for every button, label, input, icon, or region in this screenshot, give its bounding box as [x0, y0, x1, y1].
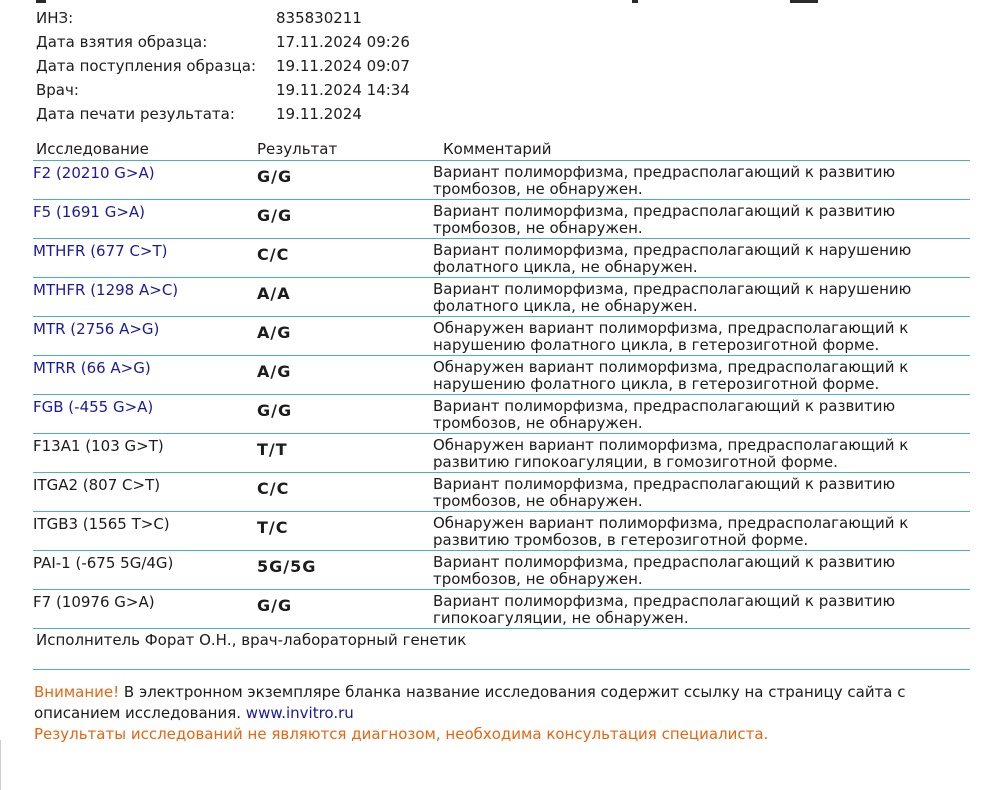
table-row: [33, 397, 970, 435]
comment-line: Вариант полиморфизма, предрасполагающий к развитию: [433, 397, 896, 415]
info-value: 19.11.2024 14:34: [276, 81, 410, 99]
table-header: [36, 139, 970, 161]
table-row: [33, 163, 970, 201]
row-divider: [33, 550, 970, 551]
comment-cell: [433, 281, 953, 315]
comment-line: Вариант полиморфизма, предрасполагающий к нарушению: [433, 241, 912, 259]
page-edge: [0, 740, 13, 790]
comment-line: Вариант полиморфизма, предрасполагающий к развитию: [433, 553, 896, 571]
table-row: [33, 553, 970, 591]
comment-cell: [433, 398, 953, 432]
row-divider: [33, 160, 970, 161]
result-value: G/G: [257, 596, 293, 615]
row-divider: [33, 316, 970, 317]
test-link[interactable]: F2 (20210 G>A): [33, 164, 155, 182]
table-row: [33, 514, 970, 552]
result-value: G/G: [257, 206, 293, 225]
notice-block: [34, 682, 984, 745]
comment-cell: [433, 320, 953, 354]
result-value: C/C: [257, 479, 290, 498]
info-label: Дата поступления образца:: [36, 57, 256, 75]
test-link: ITGA2 (807 C>T): [33, 476, 161, 494]
info-label: ИНЗ:: [36, 9, 74, 27]
result-value: T/C: [257, 518, 289, 537]
comment-line: Вариант полиморфизма, предрасполагающий к нарушению: [433, 280, 912, 298]
cropped-text-fragment: [632, 0, 638, 3]
comment-cell: [433, 359, 953, 393]
comment-line: развитию тромбозов, в гетерозиготной форме.: [433, 531, 809, 549]
row-divider: [33, 433, 970, 434]
comment-line: нарушению фолатного цикла, в гетерозиготной форме.: [433, 375, 880, 393]
comment-cell: [433, 203, 953, 237]
comment-cell: [433, 515, 953, 549]
comment-line: тромбозов, не обнаружен.: [433, 219, 643, 237]
test-link[interactable]: MTRR (66 A>G): [33, 359, 151, 377]
row-divider: [33, 589, 970, 590]
comment-line: Обнаружен вариант полиморфизма, предрасполагающий к: [433, 358, 909, 376]
table-row: [33, 436, 970, 474]
info-value: 19.11.2024: [276, 105, 362, 123]
test-link[interactable]: FGB (-455 G>A): [33, 398, 154, 416]
comment-line: Обнаружен вариант полиморфизма, предрасполагающий к: [433, 319, 909, 337]
comment-line: гипокоагуляции, не обнаружен.: [433, 609, 689, 627]
comment-cell: [433, 554, 953, 588]
disclaimer: Результаты исследований не являются диагнозом, необходима консультация специалиста.: [34, 725, 769, 743]
row-divider: [33, 628, 970, 629]
test-link[interactable]: F5 (1691 G>A): [33, 203, 146, 221]
row-divider: [33, 472, 970, 473]
test-link: F7 (10976 G>A): [33, 593, 155, 611]
cropped-text-fragment: [36, 0, 46, 3]
row-divider: [33, 355, 970, 356]
test-link: F13A1 (103 G>T): [33, 437, 164, 455]
comment-line: нарушению фолатного цикла, в гетерозиготной форме.: [433, 336, 880, 354]
row-divider: [33, 394, 970, 395]
notice-text: В электронном экземпляре бланка название исследования содержит ссылку на страницу сайта с описанием исследования.: [34, 683, 906, 722]
row-divider: [33, 238, 970, 239]
comment-line: развитию гипокоагуляции, в гомозиготной форме.: [433, 453, 838, 471]
comment-line: Вариант полиморфизма, предрасполагающий к развитию: [433, 475, 896, 493]
row-divider: [33, 199, 970, 200]
comment-line: фолатного цикла, не обнаружен.: [433, 297, 698, 315]
divider: [33, 669, 970, 670]
comment-cell: [433, 164, 953, 198]
table-row: [33, 358, 970, 396]
table-row: [33, 241, 970, 279]
result-value: G/G: [257, 401, 293, 420]
column-header-comment: Комментарий: [443, 140, 552, 158]
comment-line: Обнаружен вариант полиморфизма, предрасполагающий к: [433, 436, 909, 454]
comment-line: тромбозов, не обнаружен.: [433, 570, 643, 588]
table-row: [33, 592, 970, 630]
comment-cell: [433, 476, 953, 510]
result-value: 5G/5G: [257, 557, 317, 576]
test-link: ITGB3 (1565 T>C): [33, 515, 170, 533]
table-row: [33, 202, 970, 240]
result-value: A/G: [257, 323, 292, 342]
table-row: [33, 319, 970, 357]
comment-cell: [433, 242, 953, 276]
result-value: A/G: [257, 362, 292, 381]
comment-line: Вариант полиморфизма, предрасполагающий к развитию: [433, 592, 896, 610]
table-row: [33, 280, 970, 318]
cropped-text-fragment: [790, 0, 818, 3]
info-value: 19.11.2024 09:07: [276, 57, 410, 75]
info-label: Врач:: [36, 81, 79, 99]
info-label: Дата взятия образца:: [36, 33, 208, 51]
info-value: 835830211: [276, 9, 362, 27]
result-value: T/T: [257, 440, 288, 459]
comment-line: Вариант полиморфизма, предрасполагающий к развитию: [433, 202, 896, 220]
executor-line: Исполнитель Форат О.Н., врач-лабораторный генетик: [36, 631, 467, 649]
comment-line: тромбозов, не обнаружен.: [433, 414, 643, 432]
column-header-test: Исследование: [36, 140, 149, 158]
result-value: C/C: [257, 245, 290, 264]
comment-line: фолатного цикла, не обнаружен.: [433, 258, 698, 276]
info-value: 17.11.2024 09:26: [276, 33, 410, 51]
result-value: A/A: [257, 284, 291, 303]
comment-cell: [433, 593, 953, 627]
test-link[interactable]: MTR (2756 A>G): [33, 320, 160, 338]
cropped-top-edge: [0, 0, 1000, 4]
comment-line: Обнаружен вариант полиморфизма, предрасполагающий к: [433, 514, 909, 532]
column-header-result: Результат: [257, 140, 338, 158]
result-value: G/G: [257, 167, 293, 186]
row-divider: [33, 511, 970, 512]
invitro-link[interactable]: www.invitro.ru: [245, 704, 354, 722]
table-row: [33, 475, 970, 513]
comment-line: Вариант полиморфизма, предрасполагающий к развитию: [433, 163, 896, 181]
info-label: Дата печати результата:: [36, 105, 235, 123]
comment-cell: [433, 437, 953, 471]
comment-line: тромбозов, не обнаружен.: [433, 180, 643, 198]
test-link[interactable]: MTHFR (1298 A>C): [33, 281, 179, 299]
comment-line: тромбозов, не обнаружен.: [433, 492, 643, 510]
test-link: PAI-1 (-675 5G/4G): [33, 554, 174, 572]
warning-label: Внимание!: [34, 683, 120, 701]
test-link[interactable]: MTHFR (677 C>T): [33, 242, 168, 260]
row-divider: [33, 277, 970, 278]
